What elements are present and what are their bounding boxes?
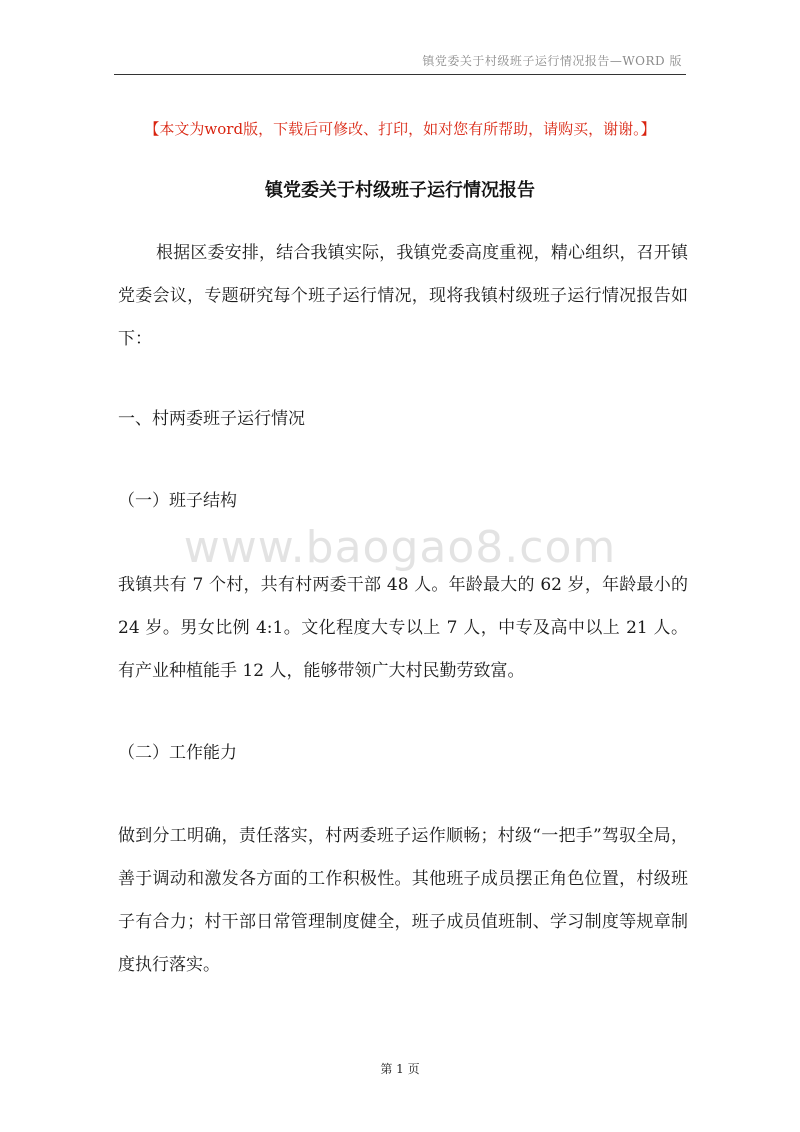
subsection-2-paragraph: 做到分工明确，责任落实，村两委班子运作顺畅；村级“一把手”驾驭全局，善于调动和激发各方面的工作积极性。其他班子成员摆正角色位置，村级班子有合力；村干部日常管理制度健全，班子成员值班制、学习制度等规章制度执行落实。 (118, 826, 688, 975)
running-header: 镇党委关于村级班子运行情况报告—WORD 版 (422, 54, 682, 68)
section-heading-1: 一、村两委班子运行情况 (118, 409, 305, 429)
watermark: www.baogao8.com (183, 522, 617, 573)
subsection-heading-1: （一）班子结构 (118, 491, 237, 511)
subsection-1-paragraph: 我镇共有 7 个村，共有村两委干部 48 人。年龄最大的 62 岁，年龄最小的 24 岁。男女比例 4:1。文化程度大专以上 7 人，中专及高中以上 21 人。有产业种植能手 12 人，能够带领广大村民勤劳致富。 (118, 575, 688, 681)
download-notice: 【本文为word版，下载后可修改、打印，如对您有所帮助，请购买，谢谢。】 (144, 120, 656, 138)
page-number: 第 1 页 (380, 1062, 420, 1076)
header-divider (114, 74, 686, 75)
subsection-heading-2: （二）工作能力 (118, 743, 237, 763)
intro-paragraph: 根据区委安排，结合我镇实际，我镇党委高度重视，精心组织，召开镇党委会议，专题研究每个班子运行情况，现将我镇村级班子运行情况报告如下： (118, 243, 688, 349)
document-title: 镇党委关于村级班子运行情况报告 (265, 180, 535, 201)
